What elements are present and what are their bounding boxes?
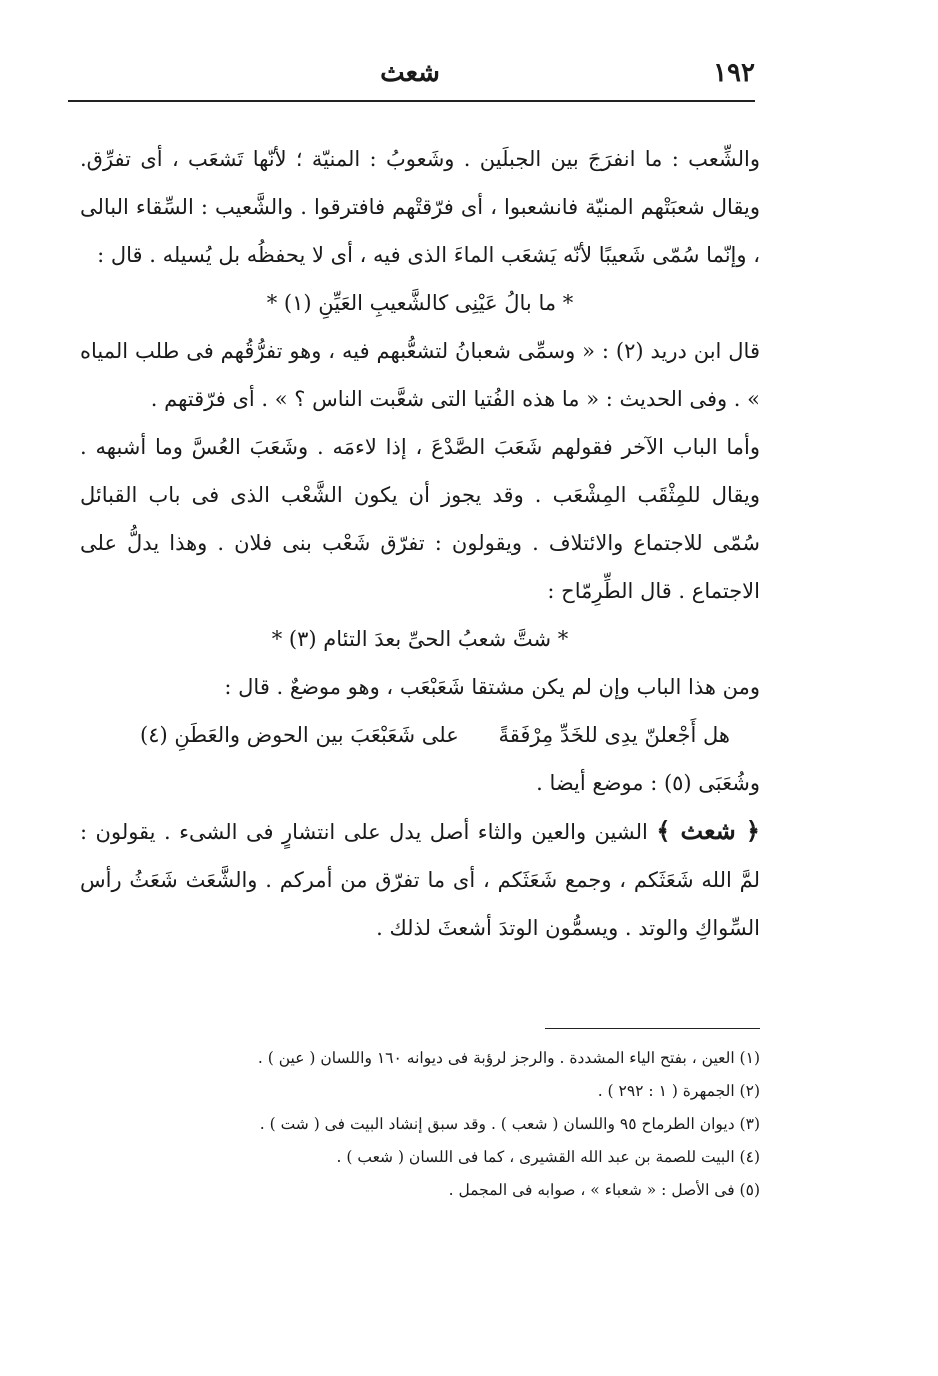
paragraph-shib: والشِّعب : ما انفرَجَ بين الجبلَين . وشَعوبُ : المنيّة ؛ لأنّها تَشعَب ، أى تفرِّق. ويقال شعبَتْهم المنيّة فانشعبوا ، أى فرّقتْهم فافترقوا . والشَّعيب : السِّقاء البالى ، وإنّما سُمّى شَعيبًا لأنّه يَشعَب الماءَ الذى فيه ، أى لا يحفظُه بل يُسيله . قال : [80,147,760,267]
page-header [65,58,755,98]
paragraph-ibn-durayd: قال ابن دريد (٢) : « وسمِّى شعبانُ لتشعُّبهم فيه ، وهو تفرُّقُهم فى طلب المياه » . وفى الحديث : « ما هذه الفُتيا التى شعَّبت الناس ؟ » . أى فرّقتهم . [80,339,760,411]
verse-shaib: * ما بالُ عَيْنِى كالشَّعيبِ العَيِّنِ (١) * [266,291,574,315]
footnote-2: (٢) الجمهرة ( ١ : ٢٩٢ ) . [597,1082,760,1100]
footnote-4: (٤) البيت للصمة بن عبد الله القشيرى ، كما فى اللسان ( شعب ) . [336,1148,760,1166]
footnote-1: (١) العين ، بفتح الياء المشددة . والرجز لرؤبة فى ديوانه ١٦٠ واللسان ( عين ) . [257,1049,760,1067]
running-title: شعث [380,58,440,88]
footnote-3: (٣) ديوان الطرماح ٩٥ واللسان ( شعب ) . وقد سبق إنشاد البيت فى ( شت ) . [259,1115,760,1133]
verse-first-hemistich: هل أَجْعلنّ يدِى للخَدِّ مِرْفَقةً [498,723,730,747]
entry-shath [80,807,760,952]
verse-couplet [80,711,760,759]
main-text [80,135,760,952]
header-rule [68,100,755,102]
paragraph-shuaba: وشُعَبَى (٥) : موضع أيضا . [536,771,760,795]
paragraph-other-sense: وأما الباب الآخر فقولهم شَعَبَ الصَّدْعَ ، إذا لاءمَه . وشَعَبَ العُسَّ وما أشبهه . ويقال للمِثْقَب المِشْعَب . وقد يجوز أن يكون الشَّعْب الذى فى باب القبائل سُمّى للاجتماع والائتلاف . ويقولون : تفرّق شَعْب بنى فلان . وهذا يدلُّ على الاجتماع . قال الطِّرِمّاح : [80,435,760,603]
verse-second-hemistich: على شَعَبْعَبَ بين الحوض والعَطَنِ (٤) [140,723,459,747]
footnotes [130,1042,760,1207]
footnote-5: (٥) فى الأصل : « شعباء » ، صوابه فى المجمل . [448,1181,760,1199]
paragraph-shaabaab: ومن هذا الباب وإن لم يكن مشتقا شَعَبْعَب ، وهو موضعٌ . قال : [224,675,760,699]
entry-headword: ﴿ شعث ﴾ [656,816,760,845]
entry-shath-text: الشين والعين والثاء أصل يدل على انتشارٍ فى الشىء . يقولون : لمَّ الله شَعَثَكم ، وجمع شَعَثَكم ، أى ما تفرّق من أمركم . والشَّعَث شَعَثُ رأس السِّواكِ والوتد . ويسمُّون الوتدَ أشعثَ لذلك . [80,820,760,940]
verse-tirimmah: * شتَّ شعبُ الحىِّ بعدَ التئام (٣) * [271,627,569,651]
page-number: ١٩٢ [713,58,755,88]
footnote-rule [545,1028,760,1029]
